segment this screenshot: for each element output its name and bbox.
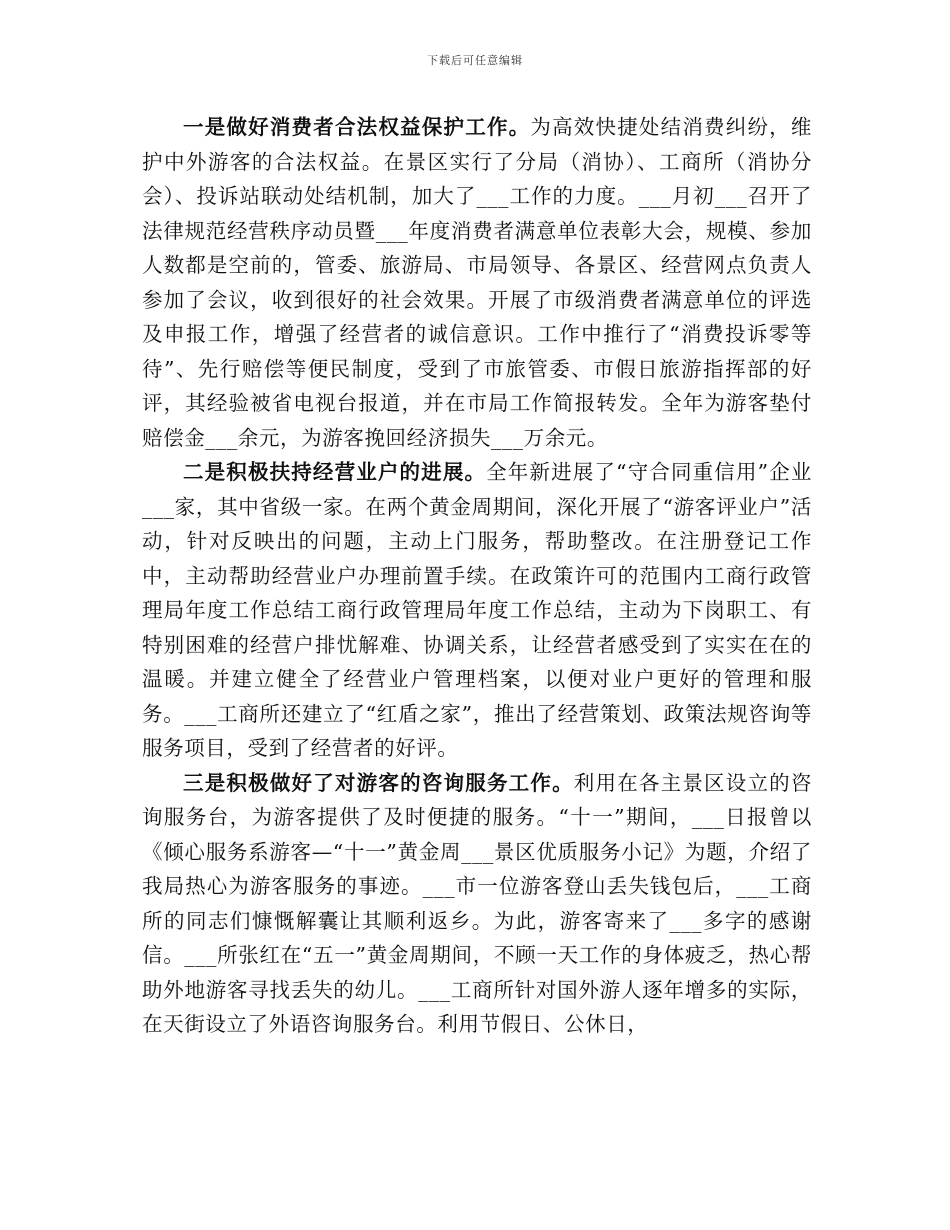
document-body [142,110,812,1042]
paragraph-text: 利用在各主景区设立的咨询服务台，为游客提供了及时便捷的服务。“十一”期间，___日报曾以《倾心服务系游客—“十一”黄金周___景区优质服务小记》为题，介绍了我局热心为游客服务的事迹。___市一位游客登山丢失钱包后，___工商所的同志们慷慨解囊让其顺利返乡。为此，游客寄来了___多字的感谢信。___所张红在“五一”黄金周期间，不顾一天工作的身体疲乏，热心帮助外地游客寻找丢失的幼儿。___工商所针对国外游人逐年增多的实际，在天街设立了外语咨询服务台。利用节假日、公休日， [142,770,812,1036]
paragraph-text: 为高效快捷处结消费纠纷，维护中外游客的合法权益。在景区实行了分局（消协）、工商所（消协分会）、投诉站联动处结机制，加大了___工作的力度。___月初___召开了法律规范经营秩序动员暨___年度消费者满意单位表彰大会，规模、参加人数都是空前的，管委、旅游局、市局领导、各景区、经营网点负责人参加了会议，收到很好的社会效果。开展了市级消费者满意单位的评选及申报工作，增强了经营者的诚信意识。工作中推行了“消费投诉零等待”、先行赔偿等便民制度，受到了市旅管委、市假日旅游指挥部的好评，其经验被省电视台报道，并在市局工作简报转发。全年为游客垫付赔偿金___余元，为游客挽回经济损失___万余元。 [142,115,812,450]
paragraph-lead: 二是积极扶持经营业户的进展。 [183,460,487,484]
paragraph-lead: 三是积极做好了对游客的咨询服务工作。 [183,770,574,795]
paragraph-business-support [142,455,812,766]
paragraph-consumer-protection [142,110,812,455]
page-header: 下载后可任意编辑 [427,54,523,67]
paragraph-text: 全年新进展了“守合同重信用”企业___家，其中省级一家。在两个黄金周期间，深化开展了“游客评业户”活动，针对反映出的问题，主动上门服务，帮助整改。在注册登记工作中，主动帮助经营业户办理前置手续。在政策许可的范围内工商行政管理局年度工作总结工商行政管理局年度工作总结，主动为下岗职工、有特别困难的经营户排忧解难、协调关系，让经营者感受到了实实在在的温暖。并建立健全了经营业户管理档案，以便对业户更好的管理和服务。___工商所还建立了“红盾之家”，推出了经营策划、政策法规咨询等服务项目，受到了经营者的好评。 [142,460,812,760]
paragraph-lead: 一是做好消费者合法权益保护工作。 [183,115,531,139]
paragraph-visitor-consulting [142,766,812,1042]
